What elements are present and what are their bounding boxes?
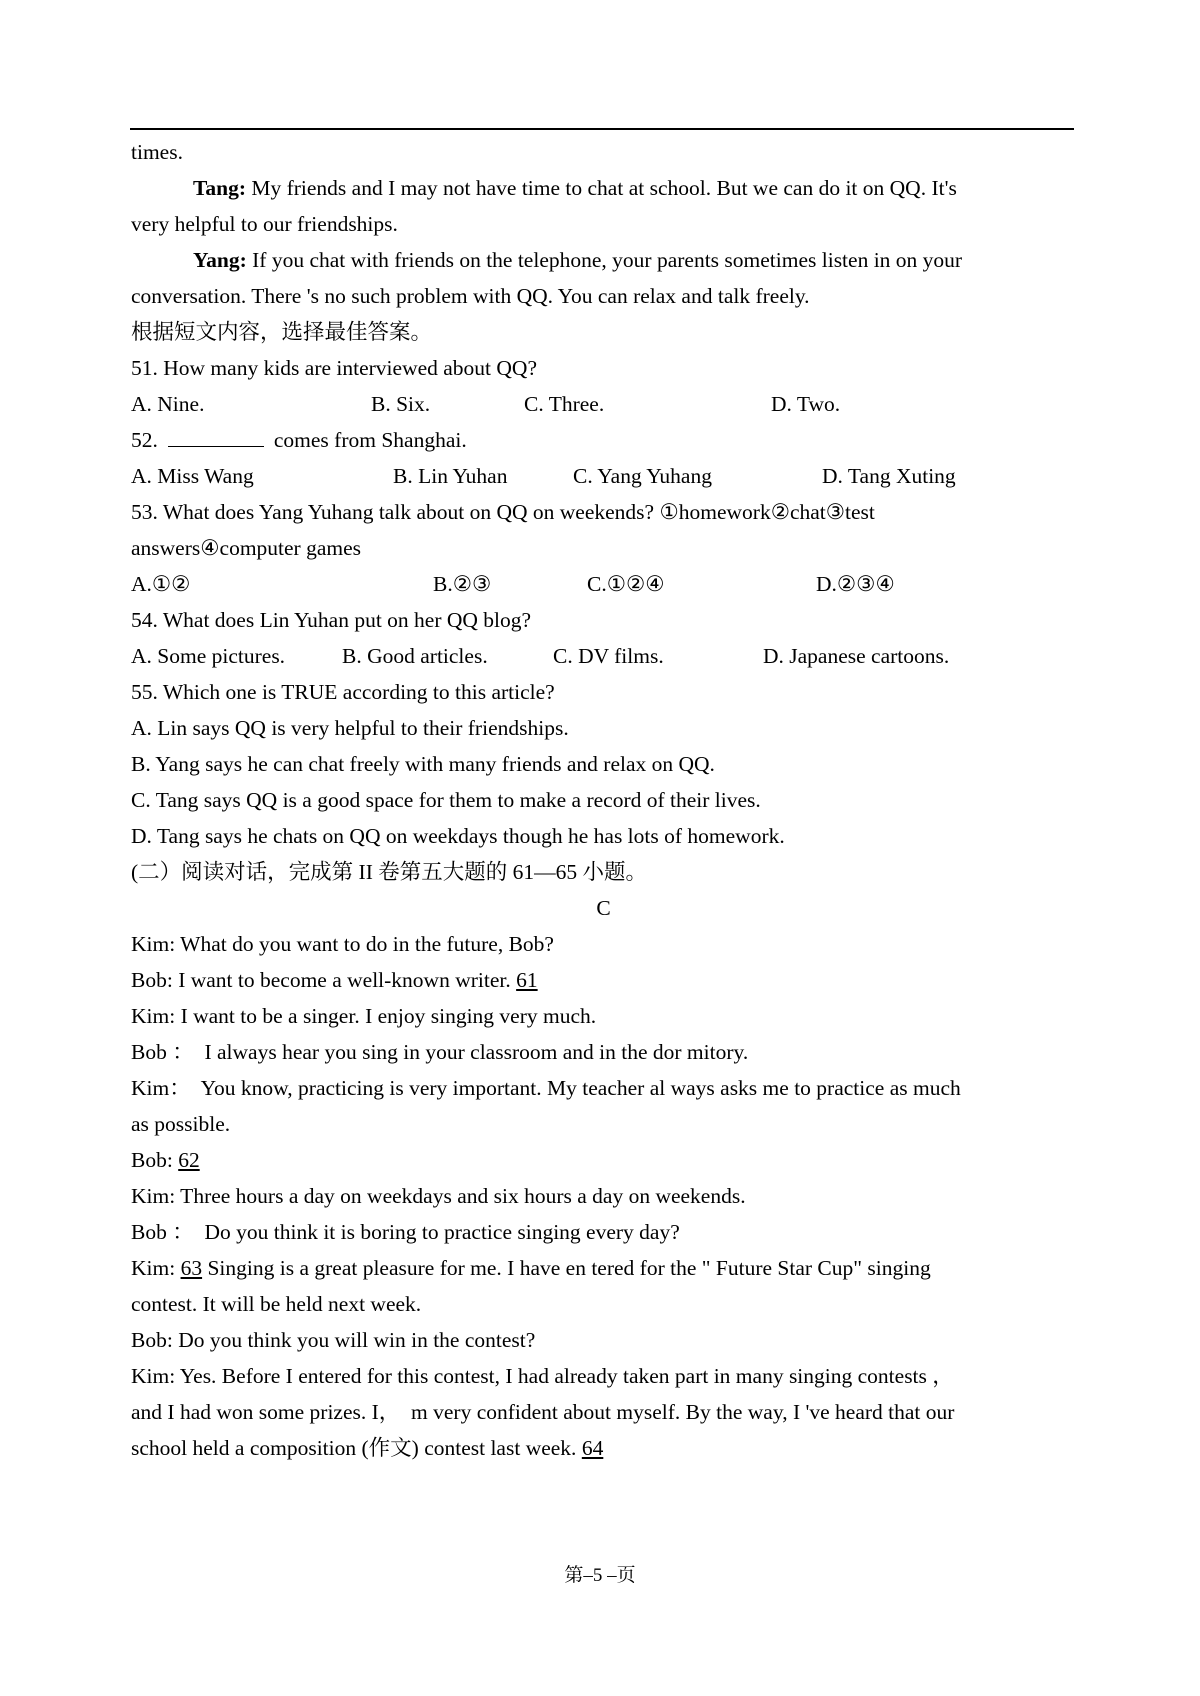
dialogue-line: Kim: Three hours a day on weekdays and six hours a day on weekends. bbox=[131, 1184, 746, 1208]
option-a: A. Some pictures. bbox=[131, 644, 286, 668]
blank-63: 63 bbox=[180, 1256, 203, 1280]
dialogue-text: Bob: bbox=[131, 1148, 179, 1172]
question-54-options bbox=[131, 638, 1076, 674]
option-c: C. Tang says QQ is a good space for them to make a record of their lives. bbox=[131, 788, 761, 812]
passage-line: times. bbox=[131, 140, 183, 164]
dialogue-line: Bob ： Do you think it is boring to practice singing every day? bbox=[131, 1220, 680, 1244]
dialogue-line: Kim： You know, practicing is very important. My teacher al ways asks me to practice as much bbox=[131, 1076, 961, 1100]
dialogue-line bbox=[131, 1430, 1076, 1466]
dialogue-line: Kim: What do you want to do in the future, Bob? bbox=[131, 932, 554, 956]
passage-line: conversation. There 's no such problem with QQ. You can relax and talk freely. bbox=[131, 284, 810, 308]
dialogue-line: as possible. bbox=[131, 1112, 231, 1136]
dialogue-line: Kim: I want to be a singer. I enjoy singing very much. bbox=[131, 1004, 597, 1028]
page-content bbox=[131, 134, 1076, 1466]
blank-61: 61 bbox=[516, 968, 538, 992]
dialogue-text: school held a composition (作文) contest last week. bbox=[131, 1436, 582, 1460]
question-54: 54. What does Lin Yuhan put on her QQ blog? bbox=[131, 608, 532, 632]
dialogue-text: Kim: bbox=[131, 1256, 181, 1280]
option-c: C. DV films. bbox=[553, 644, 664, 668]
instruction: 根据短文内容，选择最佳答案。 bbox=[131, 320, 433, 344]
question-52-options bbox=[131, 458, 1076, 494]
option-a: A.①② bbox=[131, 572, 191, 596]
dialogue-line bbox=[131, 962, 1076, 998]
option-a: A. Lin says QQ is very helpful to their friendships. bbox=[131, 716, 569, 740]
answer-blank bbox=[168, 424, 264, 447]
dialogue-line: Kim: Yes. Before I entered for this contest, I had already taken part in many singing contests ， bbox=[131, 1364, 954, 1388]
tang-paragraph bbox=[131, 170, 1076, 206]
passage-line: very helpful to our friendships. bbox=[131, 212, 398, 236]
question-51: 51. How many kids are interviewed about QQ? bbox=[131, 356, 538, 380]
question-53: 53. What does Yang Yuhang talk about on QQ on weekends? ①homework②chat③test bbox=[131, 500, 875, 524]
question-51-options bbox=[131, 386, 1076, 422]
section-heading: (二）阅读对话，完成第 II 卷第五大题的 61—65 小题。 bbox=[131, 860, 647, 884]
question-55: 55. Which one is TRUE according to this article? bbox=[131, 680, 555, 704]
option-b: B. Six. bbox=[371, 392, 431, 416]
section-letter: C bbox=[596, 896, 611, 920]
dialogue-text: Bob: I want to become a well-known writer. bbox=[131, 968, 517, 992]
question-52 bbox=[131, 422, 1076, 458]
option-d: D. Tang says he chats on QQ on weekdays though he has lots of homework. bbox=[131, 824, 785, 848]
dialogue-line bbox=[131, 1142, 1076, 1178]
question-text: comes from Shanghai. bbox=[273, 428, 467, 452]
option-b: B. Good articles. bbox=[342, 644, 488, 668]
speaker-yang: Yang: bbox=[193, 248, 247, 272]
question-53-cont: answers④computer games bbox=[131, 536, 362, 560]
option-d: D. Japanese cartoons. bbox=[763, 644, 950, 668]
option-d: D.②③④ bbox=[816, 572, 895, 596]
option-a: A. Miss Wang bbox=[131, 464, 254, 488]
dialogue-line: contest. It will be held next week. bbox=[131, 1292, 422, 1316]
option-b: B.②③ bbox=[433, 572, 492, 596]
header-rule bbox=[130, 128, 1074, 130]
dialogue-line: Bob: Do you think you will win in the contest? bbox=[131, 1328, 536, 1352]
option-b: B. Lin Yuhan bbox=[393, 464, 508, 488]
speaker-tang: Tang: bbox=[193, 176, 246, 200]
option-c: C.①②④ bbox=[587, 572, 665, 596]
blank-64: 64 bbox=[581, 1436, 604, 1460]
dialogue-line: and I had won some prizes. I， m very confident about myself. By the way, I 've heard that our bbox=[131, 1400, 955, 1424]
option-c: C. Yang Yuhang bbox=[573, 464, 712, 488]
option-b: B. Yang says he can chat freely with many friends and relax on QQ. bbox=[131, 752, 715, 776]
passage-text: If you chat with friends on the telephone, your parents sometimes listen in on your bbox=[246, 248, 963, 272]
passage-text: My friends and I may not have time to chat at school. But we can do it on QQ. It's bbox=[245, 176, 957, 200]
option-c: C. Three. bbox=[524, 392, 605, 416]
option-d: D. Tang Xuting bbox=[822, 464, 956, 488]
dialogue-line bbox=[131, 1250, 1076, 1286]
page-number: 第–5 –页 bbox=[564, 1565, 636, 1586]
question-number: 52. bbox=[131, 428, 158, 452]
dialogue-line: Bob ： I always hear you sing in your classroom and in the dor mitory. bbox=[131, 1040, 749, 1064]
option-a: A. Nine. bbox=[131, 392, 205, 416]
dialogue-text: Singing is a great pleasure for me. I have en tered for the " Future Star Cup" singing bbox=[202, 1256, 931, 1280]
option-d: D. Two. bbox=[771, 392, 841, 416]
blank-62: 62 bbox=[178, 1148, 200, 1172]
question-53-options bbox=[131, 566, 1076, 602]
yang-paragraph bbox=[131, 242, 1076, 278]
